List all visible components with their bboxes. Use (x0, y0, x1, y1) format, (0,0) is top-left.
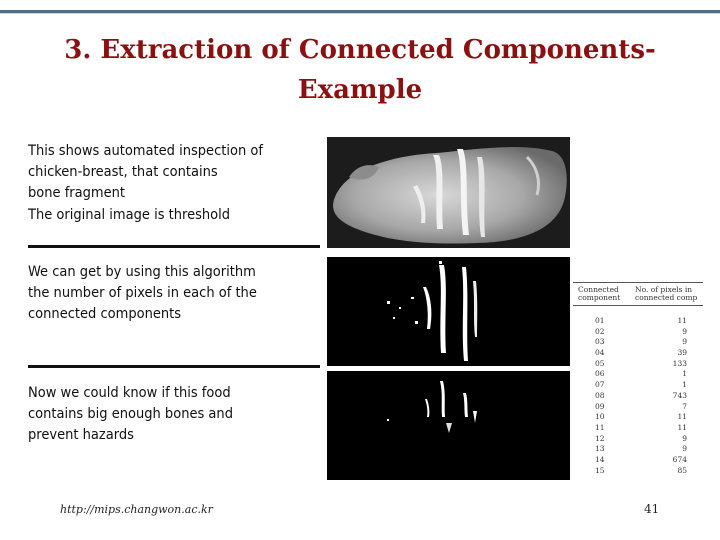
top-accent-bar (0, 0, 720, 14)
table-row (573, 380, 703, 391)
table-row (573, 337, 703, 348)
pixel-count: 674 (672, 454, 687, 464)
text-block-algorithm (28, 262, 323, 325)
component-id: 08 (595, 390, 605, 400)
table-row (573, 402, 703, 413)
table-header-pixels (635, 286, 697, 302)
table-row (573, 455, 703, 466)
pixel-count: 9 (682, 433, 687, 443)
component-id: 01 (595, 316, 605, 325)
table-header (573, 282, 703, 306)
component-id: 02 (595, 326, 605, 336)
table-row (573, 434, 703, 445)
threshold-image (327, 257, 570, 366)
text-block-conclusion (28, 383, 323, 446)
pixel-count: 11 (677, 412, 687, 422)
pixel-count: 9 (682, 444, 687, 454)
text-line: prevent hazards (28, 427, 134, 443)
text-line: This shows automated inspection of (28, 143, 263, 159)
title-line-1: 3. Extraction of Connected Components- (64, 35, 656, 65)
table-row (573, 327, 703, 338)
pixel-count: 1 (682, 380, 687, 390)
pixel-count: 133 (672, 358, 687, 368)
pixel-count: 9 (682, 337, 687, 347)
pixel-count: 85 (677, 465, 687, 475)
table-row (573, 466, 703, 477)
table-row (573, 444, 703, 455)
xray-chicken-image (327, 137, 570, 248)
footer-url: http://mips.changwon.ac.kr (60, 503, 213, 516)
text-line: We can get by using this algorithm (28, 264, 256, 280)
header-text: Connected (578, 285, 619, 294)
title-line-2: Example (297, 75, 423, 105)
table-row (573, 316, 703, 327)
table-row (573, 348, 703, 359)
pixel-count: 7 (682, 401, 687, 411)
pixel-count-table (573, 282, 703, 476)
pixel-count: 9 (682, 326, 687, 336)
threshold-image-filtered (327, 371, 570, 480)
component-id: 15 (595, 465, 605, 475)
component-id: 03 (595, 337, 605, 347)
header-text: component (578, 293, 621, 302)
table-row (573, 412, 703, 423)
page-number: 41 (644, 502, 660, 516)
component-id: 14 (595, 454, 605, 464)
text-line: contains big enough bones and (28, 406, 233, 422)
pixel-count: 1 (682, 369, 687, 379)
text-line: bone fragment (28, 185, 126, 201)
component-id: 13 (595, 444, 605, 454)
table-row (573, 391, 703, 402)
threshold-svg-filtered (327, 371, 570, 480)
component-id: 10 (595, 412, 605, 422)
xray-svg (327, 137, 570, 248)
text-line: Now we could know if this food (28, 385, 231, 401)
text-line: connected components (28, 306, 182, 322)
pixel-count: 743 (672, 390, 687, 400)
table-body (573, 316, 703, 476)
text-block-intro (28, 141, 323, 226)
text-line: chicken-breast, that contains (28, 164, 218, 180)
component-id: 07 (595, 380, 605, 390)
component-id: 05 (595, 358, 605, 368)
text-line: the number of pixels in each of the (28, 285, 257, 301)
slide-title (0, 30, 720, 110)
header-text: connected comp (635, 293, 698, 302)
pixel-count: 39 (677, 348, 687, 358)
table-row (573, 423, 703, 434)
header-text: No. of pixels in (635, 285, 693, 294)
table-row (573, 359, 703, 370)
component-id: 12 (595, 433, 605, 443)
pixel-count: 11 (677, 316, 687, 325)
threshold-svg (327, 257, 570, 366)
component-id: 04 (595, 348, 605, 358)
pixel-count: 11 (677, 422, 687, 432)
divider-line (28, 245, 320, 248)
table-header-component (578, 286, 620, 302)
component-id: 06 (595, 369, 605, 379)
text-line: The original image is threshold (28, 207, 231, 223)
component-id: 11 (595, 422, 605, 432)
component-id: 09 (595, 401, 605, 411)
table-row (573, 369, 703, 380)
divider-line (28, 365, 320, 368)
